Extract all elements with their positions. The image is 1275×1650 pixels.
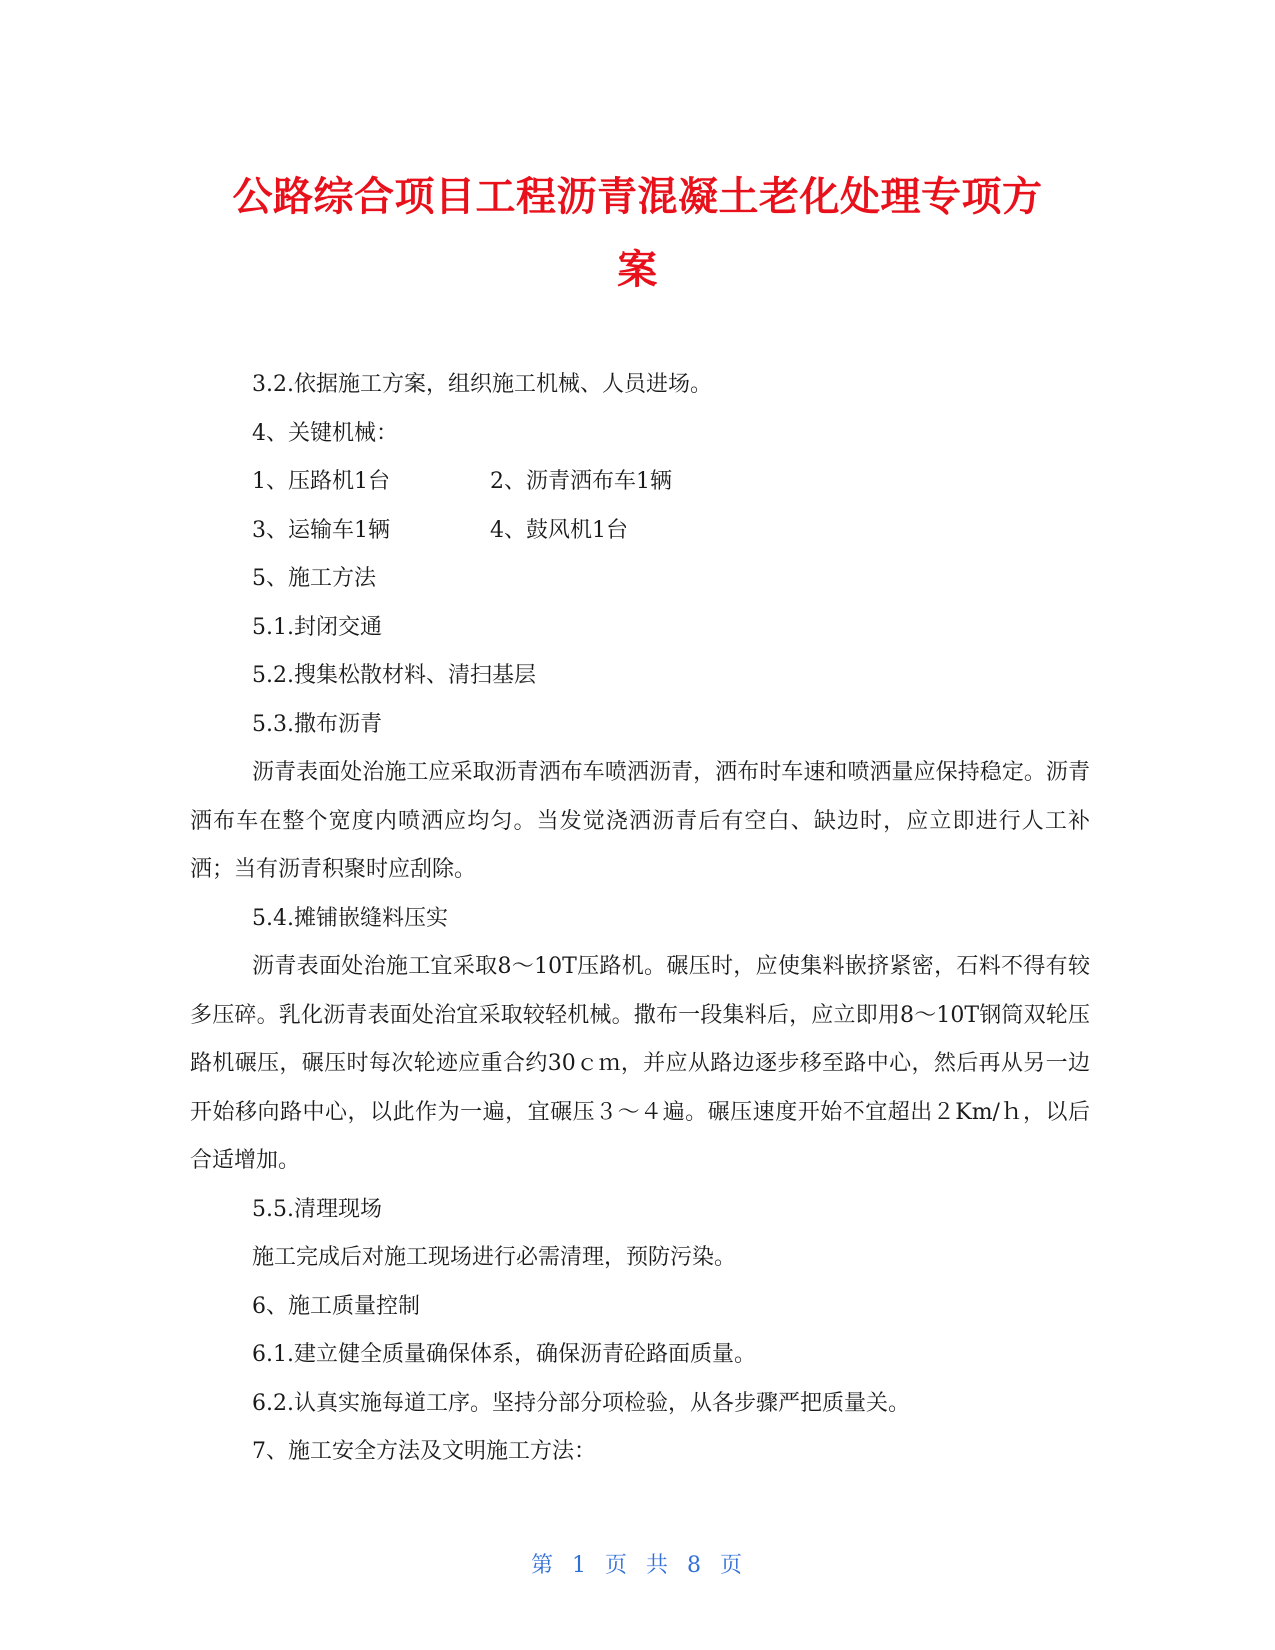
step-5-1: 5.1.封闭交通: [252, 614, 382, 640]
section-6-heading: 6、施工质量控制: [252, 1293, 420, 1319]
machine-item-2: 2、沥青洒布车1辆: [490, 469, 672, 494]
step-5-3: 5.3.撒布沥青: [252, 711, 382, 737]
machine-item-4: 4、鼓风机1台: [490, 517, 628, 543]
section-5-heading: 5、施工方法: [252, 566, 376, 591]
paragraph-asphalt-spraying-wrap: [190, 749, 1090, 895]
section-7-heading: 7、施工安全方法及文明施工方法：: [252, 1439, 596, 1464]
machine-row-1: [190, 469, 1090, 518]
step-6-1: 6.1.建立健全质量确保体系，确保沥青砼路面质量。: [252, 1342, 756, 1367]
document-title-line-1: 公路综合项目工程沥青混凝土老化处理专项方: [232, 174, 1043, 220]
paragraph-compaction-wrap: [190, 943, 1090, 1186]
paragraph-asphalt-spraying: 沥青表面处治施工应采取沥青洒布车喷洒沥青，洒布时车速和喷洒量应保持稳定。沥青洒布车在整个宽度内喷洒应均匀。当发觉浇洒沥青后有空白、缺边时，应立即进行人工补洒；当有沥青积聚时应刮除。: [190, 760, 1090, 882]
step-5-4: 5.4.摊铺嵌缝料压实: [252, 905, 448, 931]
document-body: [190, 372, 1090, 1488]
step-5-5: 5.5.清理现场: [252, 1196, 382, 1222]
machine-item-1: 1、压路机1台: [252, 469, 390, 494]
document-title-line-2: 案: [617, 247, 658, 293]
site-cleanup-text: 施工完成后对施工现场进行必需清理，预防污染。: [252, 1245, 737, 1270]
step-5-2: 5.2.搜集松散材料、清扫基层: [252, 663, 536, 688]
page-number-footer: 第 1 页 共 8 页: [531, 1553, 744, 1578]
step-6-2: 6.2.认真实施每道工序。坚持分部分项检验，从各步骤严把质量关。: [252, 1390, 910, 1416]
step-3-2: 3.2.依据施工方案，组织施工机械、人员进场。: [252, 372, 712, 397]
machine-item-3: 3、运输车1辆: [252, 517, 390, 543]
section-4-heading: 4、关键机械：: [252, 420, 398, 446]
machine-row-2: [190, 518, 1090, 567]
paragraph-compaction: 沥青表面处治施工宜采取8～10T压路机。碾压时，应使集料嵌挤紧密，石料不得有较多压碎。乳化沥青表面处治宜采取较轻机械。撒布一段集料后，应立即用8～10T钢筒双轮压路机碾压，碾压时每次轮迹应重合约30ｃｍ，并应从路边逐步移至路中心，然后再从另一边开始移向路中心，以此作为一遍，宜碾压３～４遍。碾压速度开始不宜超出２Km/ｈ，以后合适增加。: [190, 954, 1090, 1173]
